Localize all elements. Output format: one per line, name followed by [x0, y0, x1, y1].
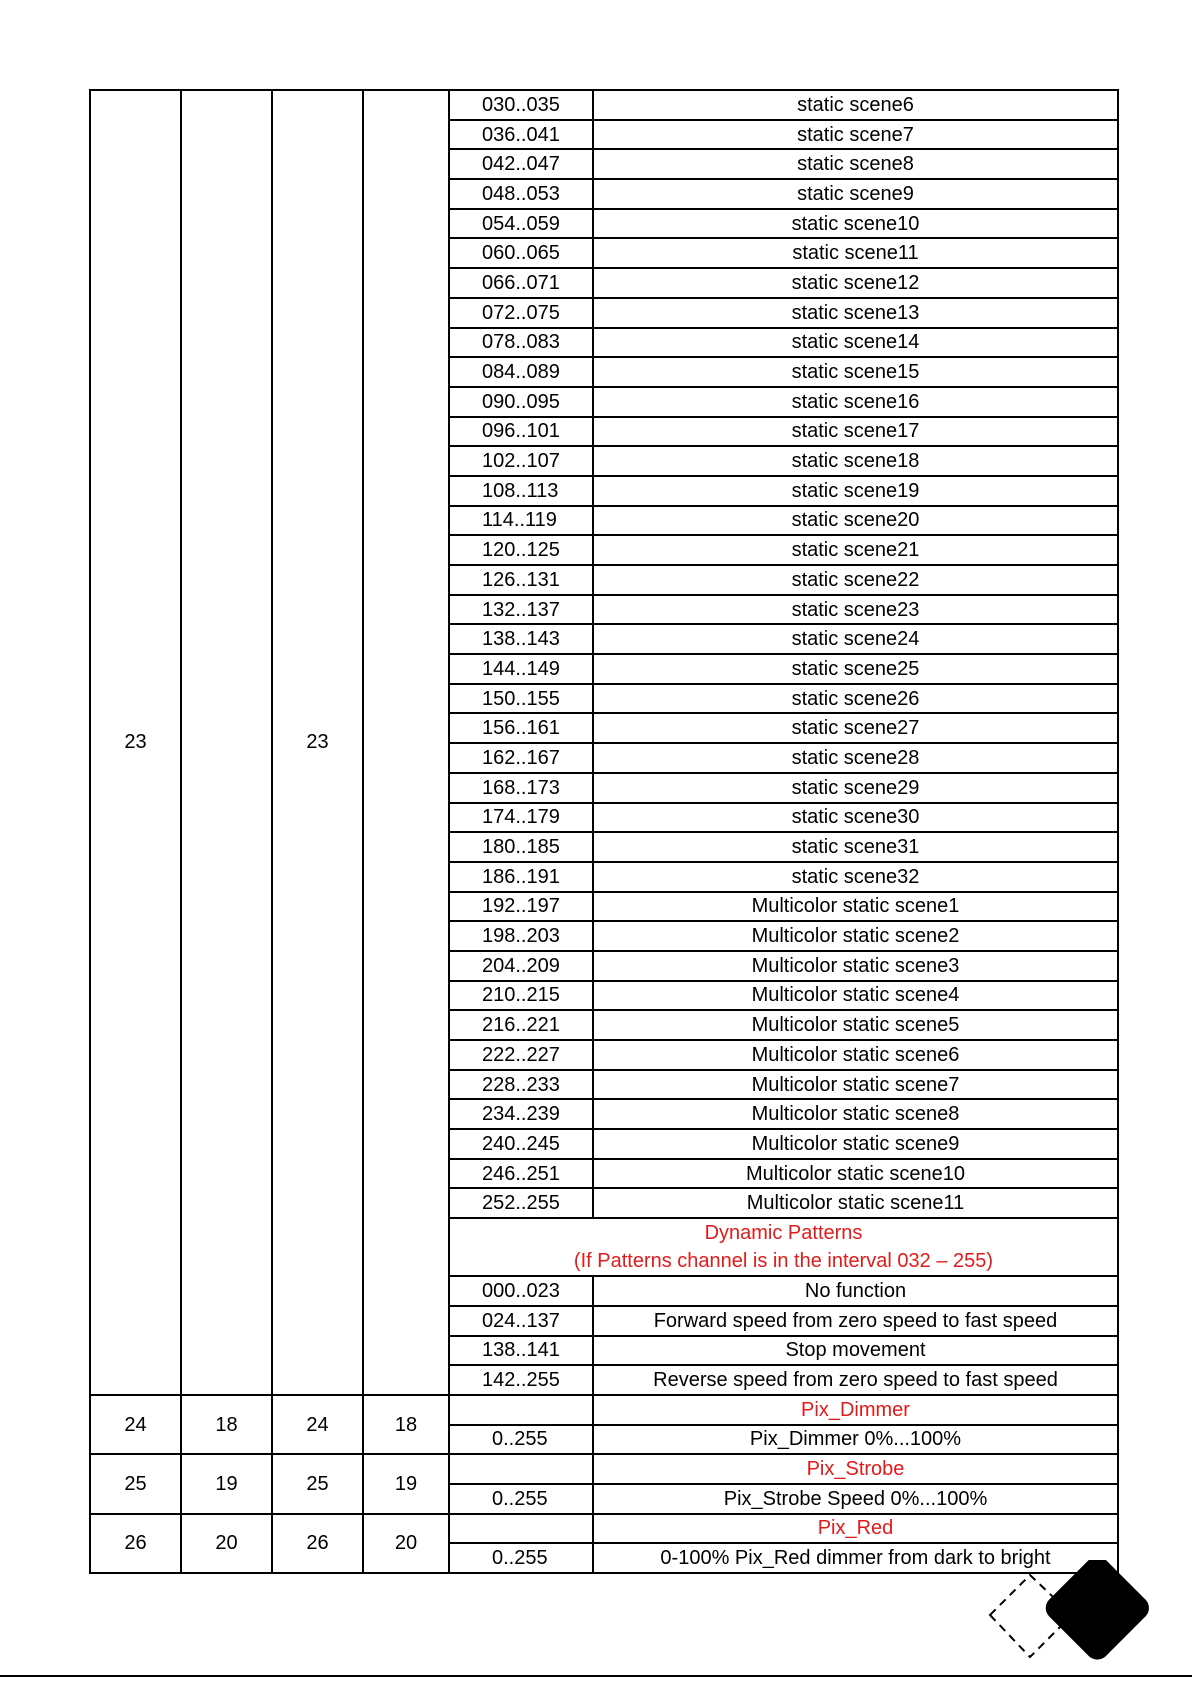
value-range-cell: 120..125 [449, 535, 593, 565]
function-cell: Multicolor static scene7 [593, 1070, 1118, 1100]
dmx-channel-table [89, 89, 1119, 1574]
value-range-cell: 078..083 [449, 328, 593, 358]
value-range-cell: 0..255 [449, 1425, 593, 1455]
value-range-cell: 102..107 [449, 446, 593, 476]
channel-cell: 25 [272, 1454, 363, 1513]
section-subtitle: (If Patterns channel is in the interval 032 – 255) [573, 1250, 994, 1273]
value-range-cell: 084..089 [449, 357, 593, 387]
channel-cell: 26 [90, 1514, 181, 1573]
value-range-cell: 228..233 [449, 1070, 593, 1100]
channel-cell: 25 [90, 1454, 181, 1513]
value-range-cell [449, 1514, 593, 1544]
channel-cell: 19 [181, 1454, 272, 1513]
function-cell: static scene19 [593, 476, 1118, 506]
value-range-cell: 192..197 [449, 892, 593, 922]
function-cell: Pix_Dimmer 0%...100% [593, 1425, 1118, 1455]
function-cell: 0-100% Pix_Red dimmer from dark to bright [593, 1543, 1118, 1573]
value-range-cell: 126..131 [449, 565, 593, 595]
function-cell: Multicolor static scene9 [593, 1129, 1118, 1159]
channel-title-cell: Pix_Strobe [593, 1454, 1118, 1484]
function-cell: static scene28 [593, 743, 1118, 773]
value-range-cell: 162..167 [449, 743, 593, 773]
function-cell: Multicolor static scene1 [593, 892, 1118, 922]
value-range-cell: 222..227 [449, 1040, 593, 1070]
function-cell: static scene25 [593, 654, 1118, 684]
channel-cell: 23 [272, 90, 363, 1395]
function-cell: Pix_Strobe Speed 0%...100% [593, 1484, 1118, 1514]
function-cell: static scene26 [593, 684, 1118, 714]
function-cell: static scene30 [593, 803, 1118, 833]
value-range-cell [449, 1454, 593, 1484]
table-row [90, 1454, 1118, 1484]
function-cell: static scene27 [593, 713, 1118, 743]
value-range-cell: 142..255 [449, 1365, 593, 1395]
value-range-cell: 156..161 [449, 713, 593, 743]
value-range-cell: 060..065 [449, 238, 593, 268]
value-range-cell: 138..143 [449, 624, 593, 654]
channel-cell: 23 [90, 90, 181, 1395]
value-range-cell: 036..041 [449, 120, 593, 150]
value-range-cell [449, 1395, 593, 1425]
value-range-cell: 090..095 [449, 387, 593, 417]
function-cell: static scene21 [593, 535, 1118, 565]
function-cell: Multicolor static scene6 [593, 1040, 1118, 1070]
function-cell: Multicolor static scene4 [593, 981, 1118, 1011]
value-range-cell: 180..185 [449, 832, 593, 862]
value-range-cell: 216..221 [449, 1010, 593, 1040]
function-cell: Reverse speed from zero speed to fast speed [593, 1365, 1118, 1395]
function-cell: No function [593, 1276, 1118, 1306]
function-cell: Multicolor static scene5 [593, 1010, 1118, 1040]
channel-title-cell: Pix_Red [593, 1514, 1118, 1544]
channel-cell: 26 [272, 1514, 363, 1573]
function-cell: static scene15 [593, 357, 1118, 387]
value-range-cell: 246..251 [449, 1159, 593, 1189]
function-cell: static scene13 [593, 298, 1118, 328]
value-range-cell: 198..203 [449, 921, 593, 951]
channel-cell: 18 [363, 1395, 449, 1454]
dynamic-patterns-header [449, 1218, 1118, 1276]
value-range-cell: 072..075 [449, 298, 593, 328]
function-cell: Multicolor static scene8 [593, 1099, 1118, 1129]
function-cell: static scene29 [593, 773, 1118, 803]
value-range-cell: 150..155 [449, 684, 593, 714]
function-cell: Multicolor static scene10 [593, 1159, 1118, 1189]
function-cell: static scene31 [593, 832, 1118, 862]
value-range-cell: 108..113 [449, 476, 593, 506]
function-cell: static scene16 [593, 387, 1118, 417]
function-cell: static scene8 [593, 149, 1118, 179]
value-range-cell: 240..245 [449, 1129, 593, 1159]
channel-cell: 24 [272, 1395, 363, 1454]
channel-cell: 20 [363, 1514, 449, 1573]
value-range-cell: 048..053 [449, 179, 593, 209]
function-cell: static scene6 [593, 90, 1118, 120]
function-cell: Multicolor static scene3 [593, 951, 1118, 981]
value-range-cell: 096..101 [449, 417, 593, 447]
table-row [90, 1395, 1118, 1425]
function-cell: Forward speed from zero speed to fast speed [593, 1306, 1118, 1336]
channel-title-cell: Pix_Dimmer [593, 1395, 1118, 1425]
brand-logo-icon [945, 1560, 1185, 1685]
channel-cell: 20 [181, 1514, 272, 1573]
value-range-cell: 000..023 [449, 1276, 593, 1306]
table-row [90, 90, 1118, 120]
value-range-cell: 138..141 [449, 1336, 593, 1366]
function-cell: static scene12 [593, 268, 1118, 298]
channel-cell: 19 [363, 1454, 449, 1513]
function-cell: static scene9 [593, 179, 1118, 209]
function-cell: Stop movement [593, 1336, 1118, 1366]
function-cell: static scene24 [593, 624, 1118, 654]
value-range-cell: 114..119 [449, 506, 593, 536]
function-cell: static scene32 [593, 862, 1118, 892]
section-title: Dynamic Patterns [704, 1222, 863, 1245]
value-range-cell: 024..137 [449, 1306, 593, 1336]
function-cell: static scene22 [593, 565, 1118, 595]
value-range-cell: 054..059 [449, 209, 593, 239]
value-range-cell: 252..255 [449, 1188, 593, 1218]
table-row [90, 1514, 1118, 1544]
function-cell: Multicolor static scene2 [593, 921, 1118, 951]
value-range-cell: 174..179 [449, 803, 593, 833]
function-cell: static scene10 [593, 209, 1118, 239]
value-range-cell: 030..035 [449, 90, 593, 120]
function-cell: static scene20 [593, 506, 1118, 536]
value-range-cell: 042..047 [449, 149, 593, 179]
value-range-cell: 066..071 [449, 268, 593, 298]
value-range-cell: 0..255 [449, 1543, 593, 1573]
channel-cell: 24 [90, 1395, 181, 1454]
channel-cell [181, 90, 272, 1395]
value-range-cell: 186..191 [449, 862, 593, 892]
function-cell: static scene23 [593, 595, 1118, 625]
channel-cell: 18 [181, 1395, 272, 1454]
value-range-cell: 132..137 [449, 595, 593, 625]
channel-cell [363, 90, 449, 1395]
value-range-cell: 210..215 [449, 981, 593, 1011]
function-cell: static scene18 [593, 446, 1118, 476]
function-cell: static scene17 [593, 417, 1118, 447]
value-range-cell: 204..209 [449, 951, 593, 981]
function-cell: static scene14 [593, 328, 1118, 358]
value-range-cell: 144..149 [449, 654, 593, 684]
value-range-cell: 0..255 [449, 1484, 593, 1514]
function-cell: static scene7 [593, 120, 1118, 150]
value-range-cell: 234..239 [449, 1099, 593, 1129]
page-footer-rule [0, 1675, 1192, 1677]
function-cell: static scene11 [593, 238, 1118, 268]
value-range-cell: 168..173 [449, 773, 593, 803]
function-cell: Multicolor static scene11 [593, 1188, 1118, 1218]
